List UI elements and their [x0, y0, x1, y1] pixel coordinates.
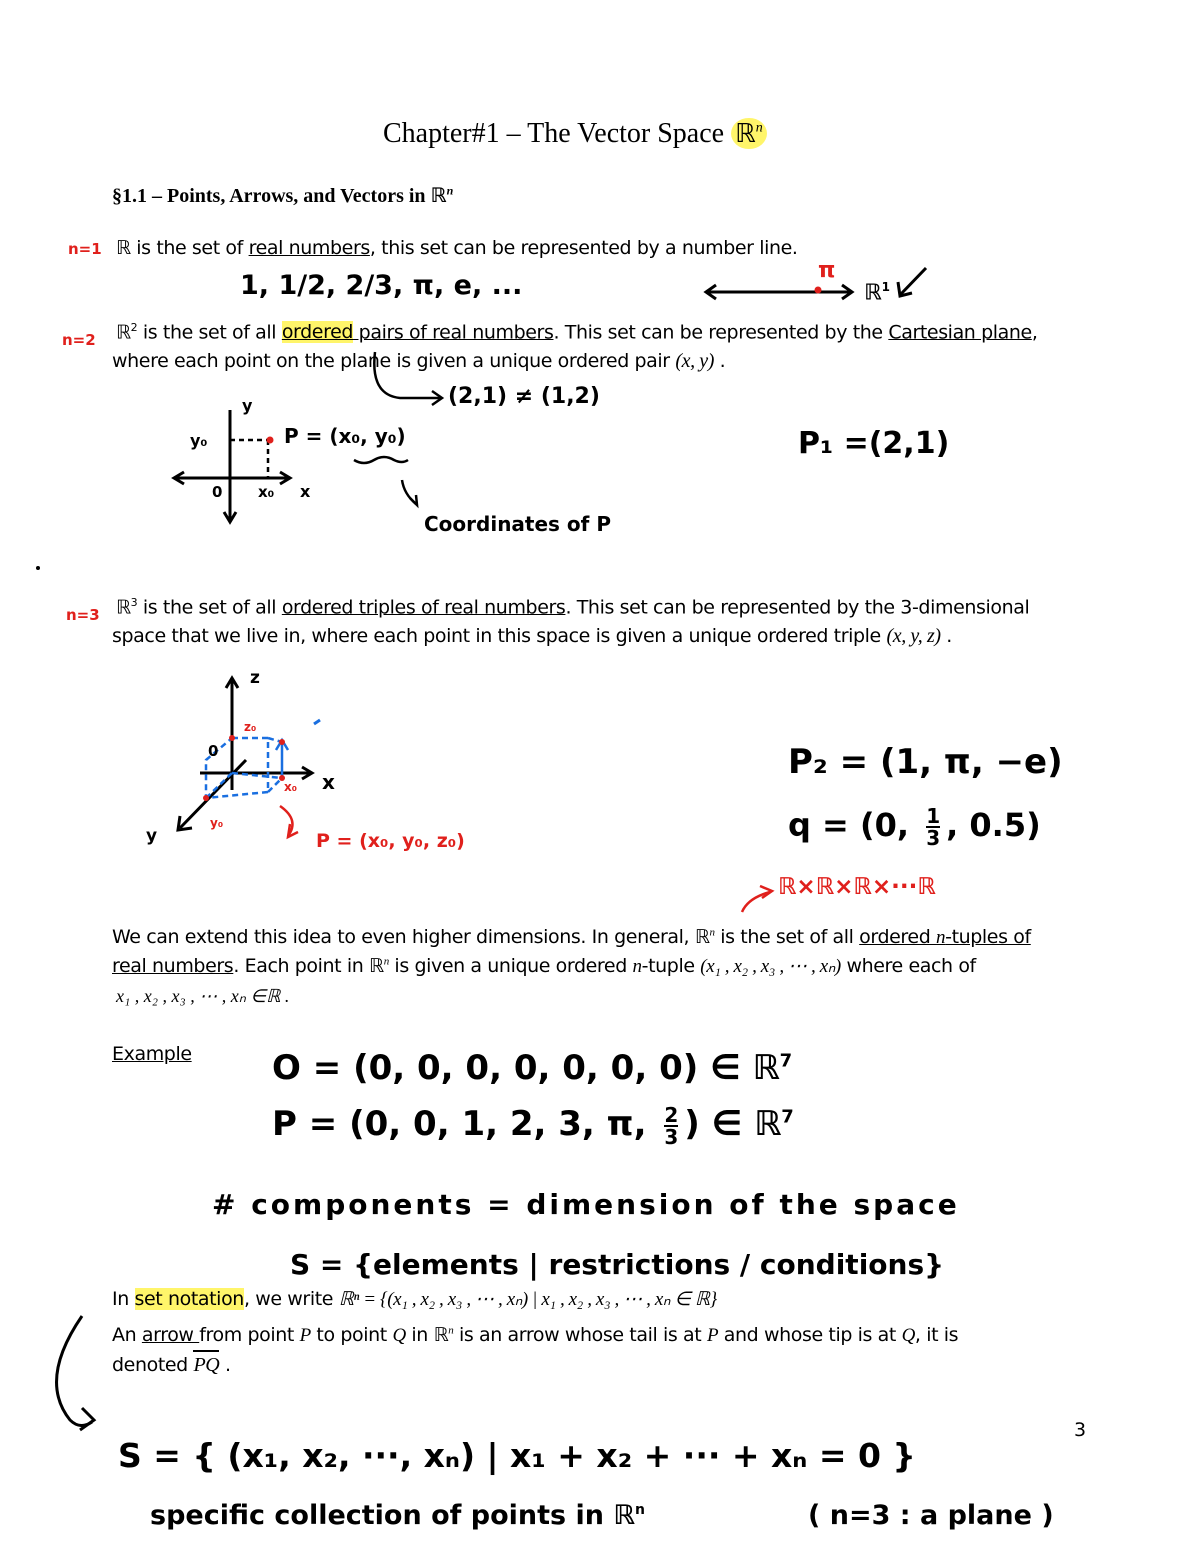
hw-s-plane-set: S = { (x₁, x₂, ···, xₙ) | x₁ + x₂ + ··· + xₙ = 0 } [118, 1436, 916, 1475]
hw-specific-collection: specific collection of points in ℝ$^n$ [150, 1500, 646, 1531]
hw-order-matters: (2,1) ≠ (1,2) [448, 384, 600, 409]
plane-x0-label: x₀ [258, 483, 275, 501]
section-symbol: ℝ [430, 183, 447, 207]
hw-coordinates-of-p: Coordinates of P [424, 512, 611, 536]
n3-tag: n=3 [66, 606, 100, 624]
title-text: Chapter#1 – The Vector Space [383, 118, 732, 149]
hw-p2: P₂ = (1, π, −e) [788, 742, 1063, 782]
space-origin-label: 0 [208, 742, 219, 760]
space-y0-label: y₀ [210, 816, 224, 830]
general-line3: x₁ , x₂ , x₃ , ⋯ , xₙ ∈ℝ . [116, 986, 290, 1006]
title-symbol: ℝ$^n$ [731, 118, 767, 149]
hw-zero-vector: O = (0, 0, 0, 0, 0, 0, 0) ∈ ℝ$^7$ [272, 1048, 793, 1088]
hw-p-vector: P = (0, 0, 1, 2, 3, π, $\frac{2}{3}$ ) ∈ ℝ$^7$ [272, 1102, 794, 1149]
arrow-def-line2: denoted PQ . [112, 1354, 231, 1377]
page-number: 3 [1074, 1419, 1087, 1441]
example-label: Example [112, 1043, 192, 1065]
n2-definition-line1: ℝ$^2$ is the set of all ordered pairs of real numbers. This set can be represented by the Cartesian plane, [116, 321, 1038, 344]
pi-mark: π [818, 258, 836, 283]
hw-plane-note: ( n=3 : a plane ) [808, 1500, 1054, 1531]
hw-set-builder: S = {elements | restrictions / conditions} [290, 1248, 945, 1281]
hw-q: q = (0, $\frac{1}{3}$ , 0.5) [788, 804, 1041, 850]
general-line1: We can extend this idea to even higher dimensions. In general, ℝ$^n$ is the set of all ordered n-tuples of [112, 926, 1031, 948]
space-z0-label: z₀ [244, 720, 257, 734]
section-heading: §1.1 – Points, Arrows, and Vectors in ℝ$^n$ [112, 183, 454, 207]
n1-definition: ℝ is the set of real numbers, this set can be represented by a number line. [116, 237, 798, 259]
hw-p1: P₁ =(2,1) [798, 426, 950, 461]
space-z-label: z [250, 668, 260, 688]
space-x0-label: x₀ [284, 780, 297, 794]
space-x-label: x [322, 770, 335, 794]
n2-definition-line2: where each point on the plane is given a unique ordered pair (x, y) . [112, 350, 726, 372]
hw-point-p3: P = (x₀, y₀, z₀) [316, 830, 465, 852]
general-line2: real numbers. Each point in ℝ$^n$ is given a unique ordered n-tuple (x₁ , x₂ , x₃ , ⋯ , xₙ) where each of [112, 955, 976, 977]
plane-y0-label: y₀ [190, 431, 208, 450]
n1-handwritten-examples: 1, 1/2, 2/3, π, e, ... [240, 270, 523, 301]
hw-point-p: P = (x₀, y₀) [284, 424, 406, 448]
n3-definition-line1: ℝ$^3$ is the set of all ordered triples of real numbers. This set can be represented by the 3-dimensional [116, 596, 1030, 619]
plane-y-label: y [242, 396, 253, 415]
set-notation-line: In set notation, we write ℝⁿ = {(x₁ , x₂ , x₃ , ⋯ , xₙ) | x₁ , x₂ , x₃ , ⋯ , xₙ ∈ ℝ} [112, 1288, 717, 1310]
n3-definition-line2: space that we live in, where each point in this space is given a unique ordered triple (x, y, z) . [112, 625, 952, 647]
section-text: §1.1 – Points, Arrows, and Vectors in [112, 185, 431, 207]
arrow-def-line1: An arrow from point P to point Q in ℝ$^n$ is an arrow whose tail is at P and whose tip is at Q, it is [112, 1324, 959, 1346]
r1-label: ℝ$^1$ [864, 280, 890, 306]
space-y-label: y [146, 826, 158, 846]
hw-product: ℝ×ℝ×ℝ×···ℝ [778, 874, 936, 900]
hw-components-note: # components = dimension of the space [212, 1188, 960, 1221]
plane-x-label: x [300, 482, 311, 501]
n1-tag: n=1 [68, 240, 102, 258]
plane-origin-label: 0 [212, 483, 223, 501]
n2-tag: n=2 [62, 331, 96, 349]
